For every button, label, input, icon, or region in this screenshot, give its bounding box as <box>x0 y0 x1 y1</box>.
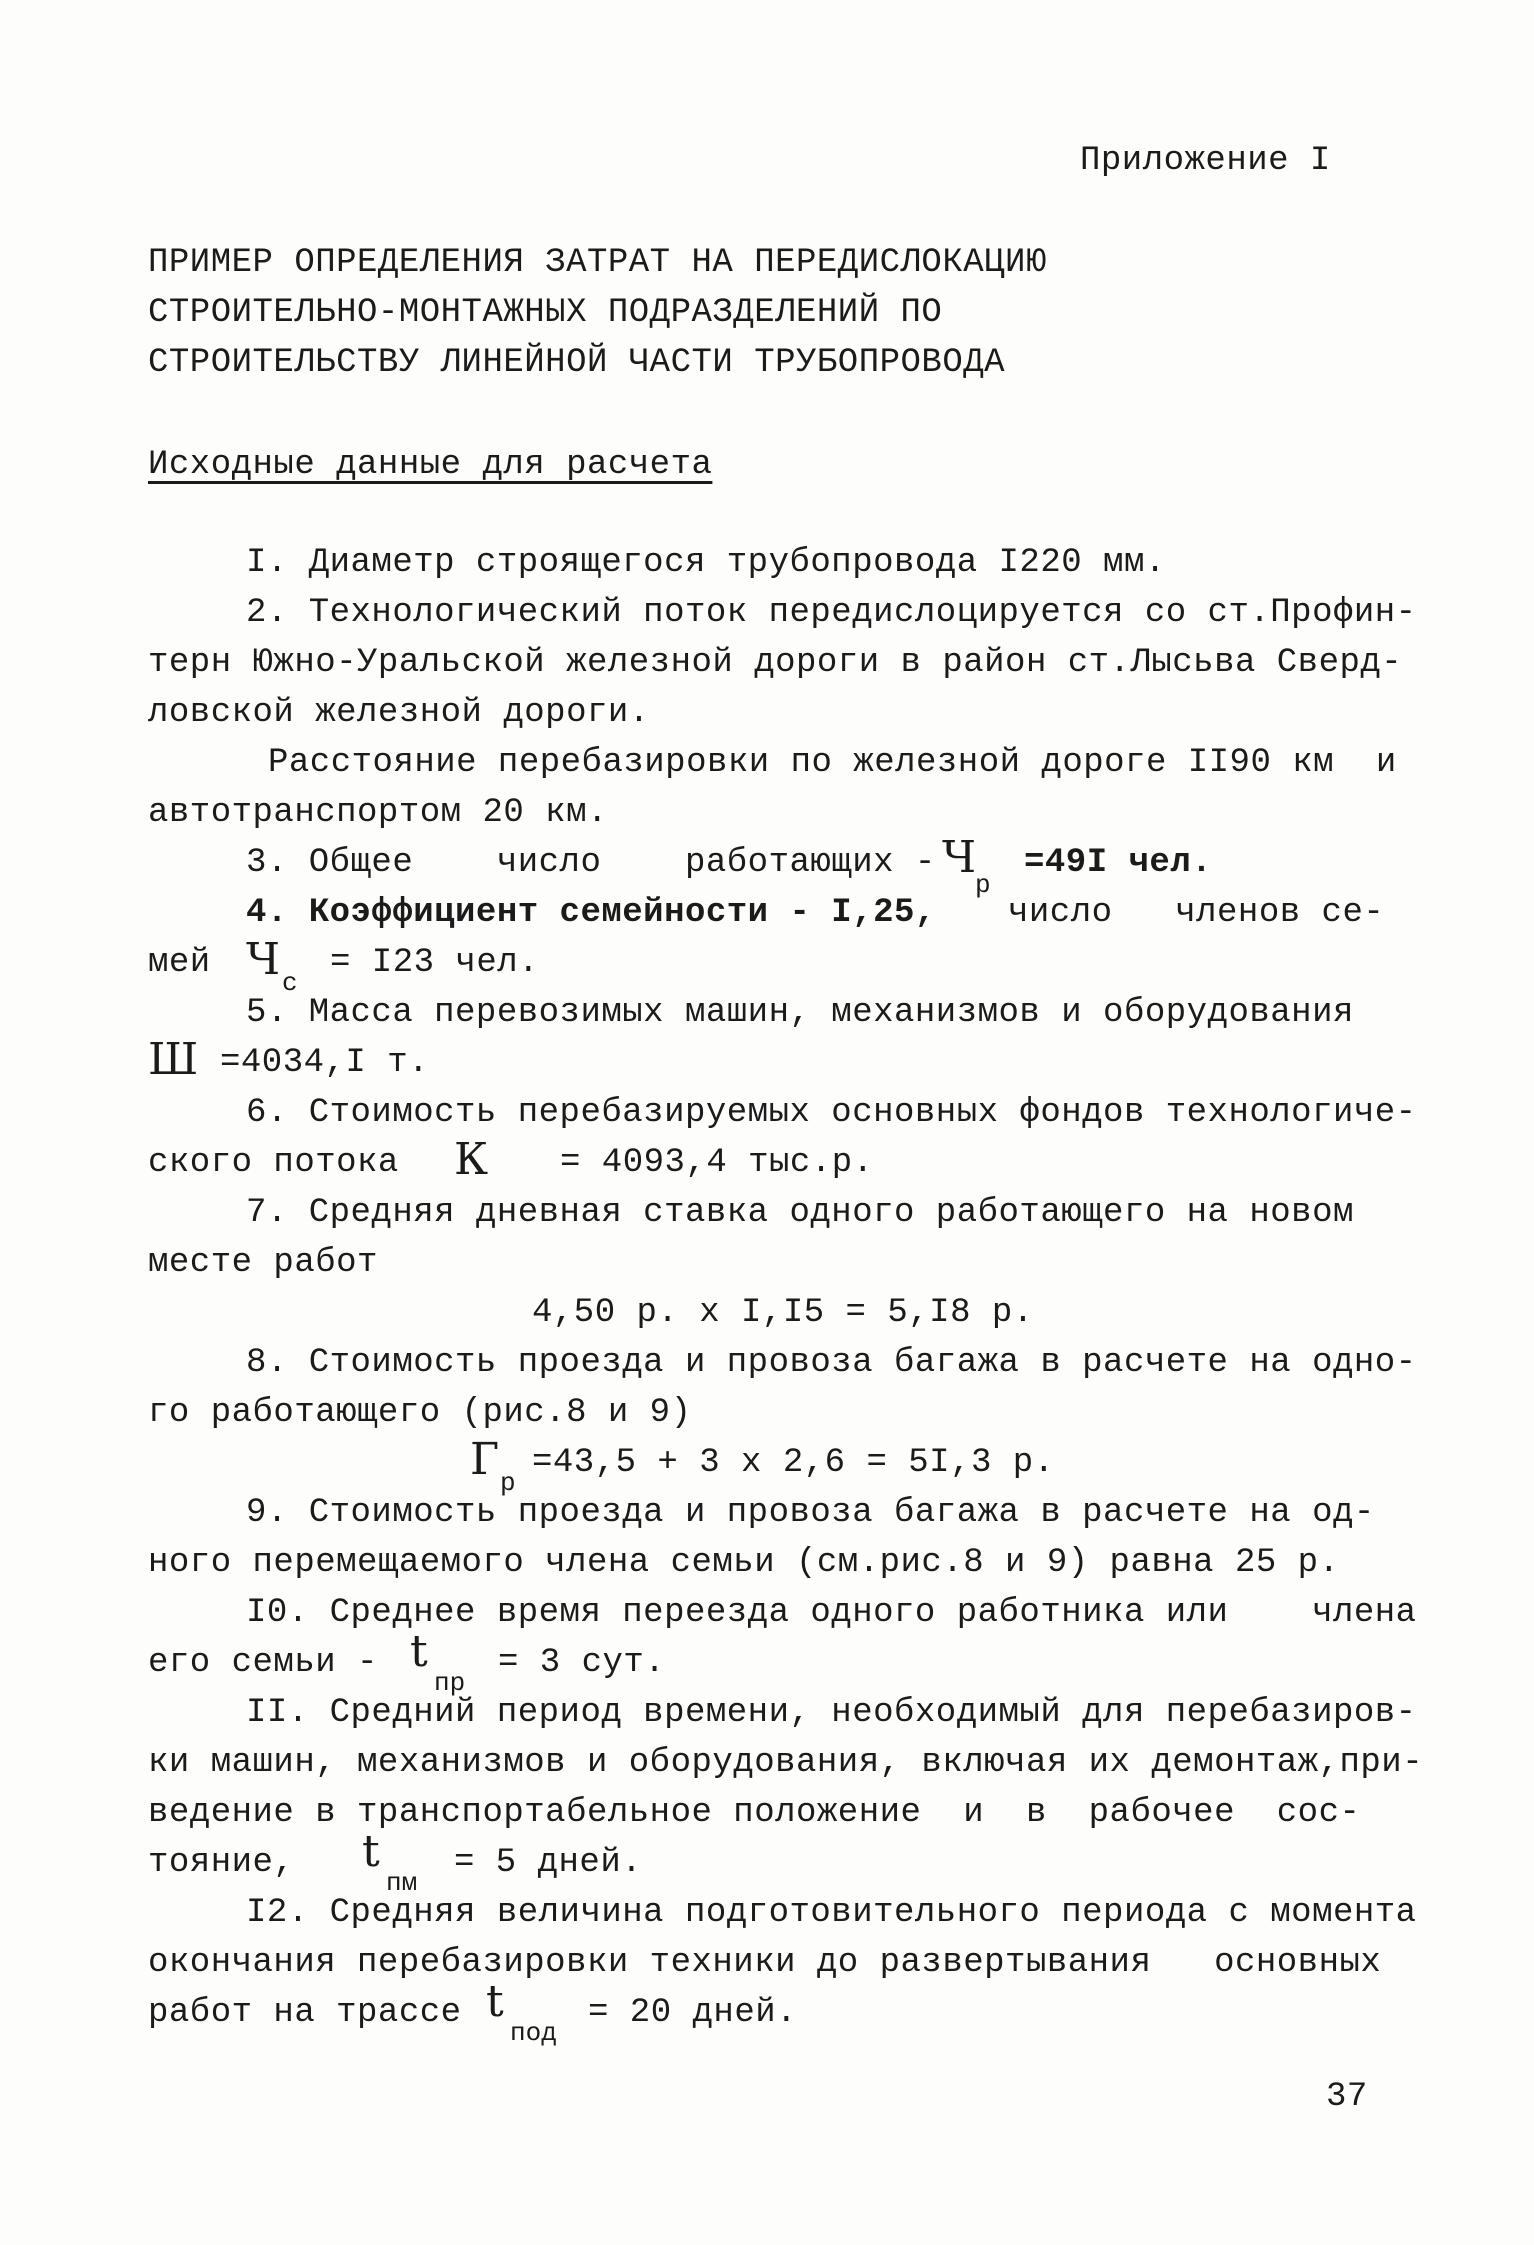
item-4-line-1-tail: число членов се- <box>1008 894 1385 932</box>
item-6-line-2-prefix: ского потока <box>148 1144 399 1182</box>
symbol-sh: Ш <box>148 1034 199 1085</box>
item-5-value: =4034,I т. <box>220 1044 430 1082</box>
symbol-t-pm-subscript: пм <box>386 1868 418 1898</box>
title-line-2: СТРОИТЕЛЬНО-МОНТАЖНЫХ ПОДРАЗДЕЛЕНИЙ ПО <box>148 294 943 332</box>
item-10-value: = 3 сут. <box>498 1644 666 1682</box>
item-12-value: = 20 дней. <box>588 1994 798 2032</box>
title-line-3: СТРОИТЕЛЬСТВУ ЛИНЕЙНОЙ ЧАСТИ ТРУБОПРОВОДА <box>148 344 1006 382</box>
item-2-line-1: 2. Технологический поток передислоцируется со ст.Профин- <box>246 594 1417 632</box>
item-4-value: = I23 чел. <box>330 944 540 982</box>
item-12-line-2: окончания перебазировки техники до развертывания основных <box>148 1944 1382 1982</box>
symbol-t-pr: t <box>410 1626 429 1677</box>
item-11-value: = 5 дней. <box>454 1844 643 1882</box>
symbol-k: К <box>454 1134 489 1185</box>
symbol-t-pm: t <box>362 1826 381 1877</box>
symbol-t-pr-subscript: пр <box>434 1668 466 1698</box>
section-heading: Исходные данные для расчета <box>148 446 713 484</box>
symbol-chs: Ч <box>246 934 281 985</box>
symbol-t-pod: t <box>486 1976 505 2027</box>
item-11-line-1: II. Средний период времени, необходимый для перебазиров- <box>246 1694 1417 1732</box>
item-10-line-1: I0. Среднее время переезда одного работника или члена <box>246 1594 1417 1632</box>
item-8-formula: =43,5 + 3 x 2,6 = 5I,3 р. <box>532 1444 1055 1482</box>
item-7-line-1: 7. Средняя дневная ставка одного работающего на новом <box>246 1194 1354 1232</box>
symbol-t-pod-subscript: под <box>510 2018 557 2048</box>
item-6-value: = 4093,4 тыс.р. <box>560 1144 874 1182</box>
item-12-line-3-prefix: работ на трассе <box>148 1994 462 2032</box>
item-4-line-2-prefix: мей <box>148 944 211 982</box>
item-9-line-1: 9. Стоимость проезда и провоза багажа в расчете на од- <box>246 1494 1375 1532</box>
symbol-g-subscript: р <box>500 1468 516 1498</box>
item-9-line-2: ного перемещаемого члена семьи (см.рис.8 и 9) равна 25 р. <box>148 1544 1340 1582</box>
title-line-1: ПРИМЕР ОПРЕДЕЛЕНИЯ ЗАТРАТ НА ПЕРЕДИСЛОКАЦИЮ <box>148 244 1047 282</box>
distance-line-1: Расстояние перебазировки по железной дороге II90 км и <box>268 744 1397 782</box>
item-3-text: 3. Общее число работающих - <box>246 844 936 882</box>
item-4-line-1: 4. Коэффициент семейности - I,25, <box>246 894 936 932</box>
symbol-g: Г <box>470 1434 500 1485</box>
symbol-chr: Ч <box>942 832 977 883</box>
symbol-chs-subscript: с <box>282 968 298 998</box>
item-8-line-1: 8. Стоимость проезда и провоза багажа в расчете на одно- <box>246 1344 1417 1382</box>
item-8-line-2: го работающего (рис.8 и 9) <box>148 1394 692 1432</box>
item-2-line-2: терн Южно-Уральской железной дороги в район ст.Лысьва Сверд- <box>148 644 1403 682</box>
item-10-line-2-prefix: его семьи - <box>148 1644 378 1682</box>
item-1: I. Диаметр строящегося трубопровода I220 мм. <box>246 544 1166 582</box>
item-11-line-2: ки машин, механизмов и оборудования, включая их демонтаж,при- <box>148 1744 1424 1782</box>
item-6-line-1: 6. Стоимость перебазируемых основных фондов технологиче- <box>246 1094 1417 1132</box>
item-2-line-3: ловской железной дороги. <box>148 694 650 732</box>
page-number: 37 <box>1326 2078 1368 2116</box>
item-3-value: =49I чел. <box>1024 844 1213 882</box>
appendix-label: Приложение I <box>1080 142 1331 180</box>
item-5-line-1: 5. Масса перевозимых машин, механизмов и оборудования <box>246 994 1354 1032</box>
item-11-line-4-prefix: тояние, <box>148 1844 295 1882</box>
item-7-line-2: месте работ <box>148 1244 378 1282</box>
item-12-line-1: I2. Средняя величина подготовительного периода с момента <box>246 1894 1417 1932</box>
item-11-line-3: ведение в транспортабельное положение и в рабочее сос- <box>148 1794 1361 1832</box>
distance-line-2: автотранспортом 20 км. <box>148 794 608 832</box>
item-7-formula: 4,50 р. x I,I5 = 5,I8 р. <box>532 1294 1034 1332</box>
symbol-chr-subscript: р <box>975 870 991 900</box>
